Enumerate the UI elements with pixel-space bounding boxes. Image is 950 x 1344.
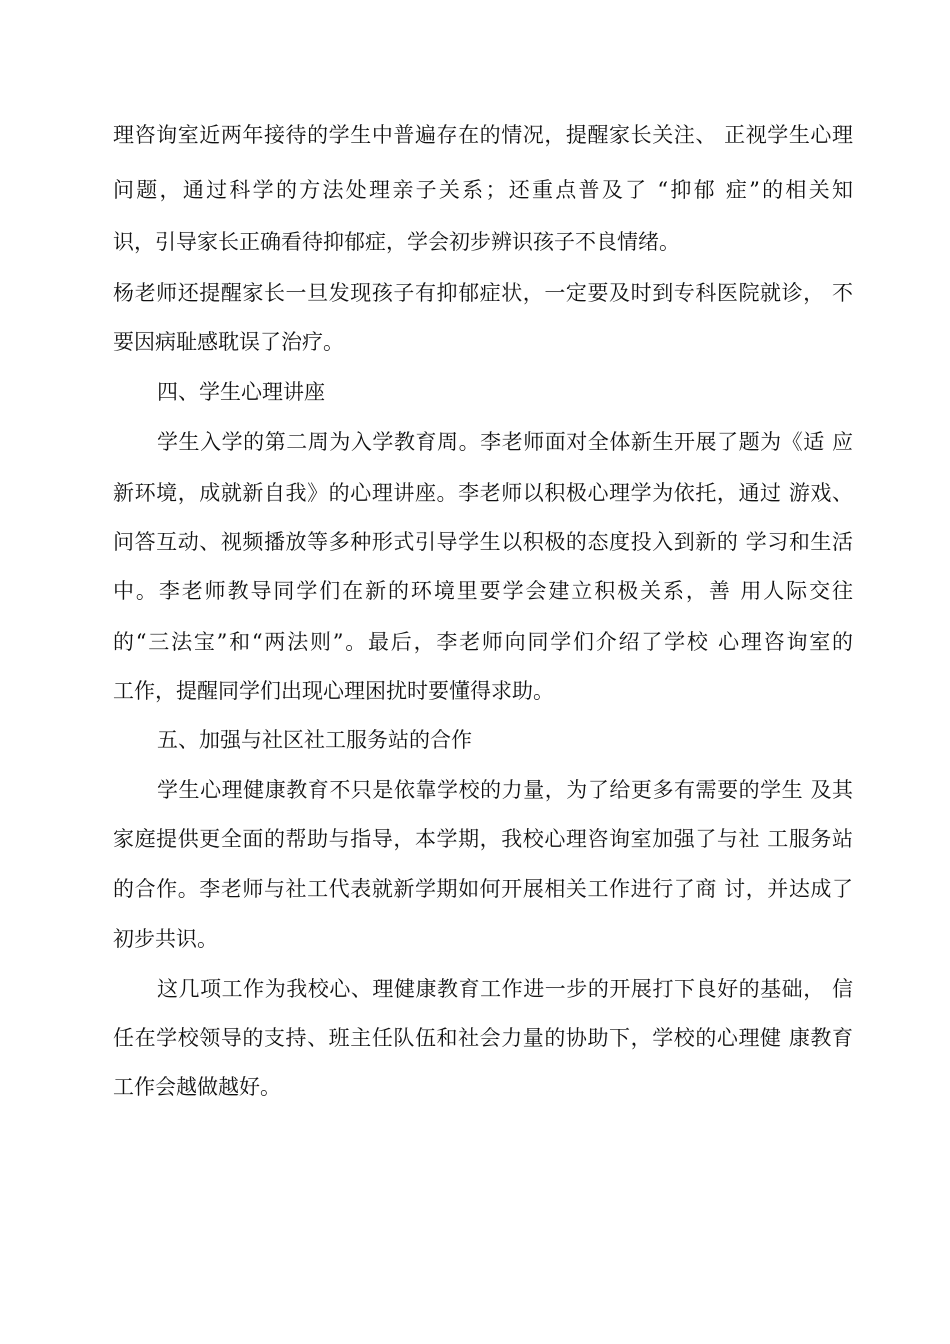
text-line: 识，引导家长正确看待抑郁症，学会初步辨识孩子不良情绪。 [113, 230, 680, 254]
text-line: 杨老师还提醒家长一旦发现孩子有抑郁症状，一定要及时到专科医院就诊， 不 [113, 281, 853, 305]
text-line: 工作会越做越好。 [113, 1075, 281, 1099]
text-line: 理咨询室近两年接待的学生中普遍存在的情况，提醒家长关注、 正视学生心理 [113, 123, 853, 147]
text-line: 中。李老师教导同学们在新的环境里要学会建立积极关系，善 用人际交往 [113, 579, 853, 603]
text-line: 工作，提醒同学们出现心理困扰时要懂得求助。 [113, 679, 554, 703]
text-line: 要因病耻感耽误了治疗。 [113, 330, 344, 354]
text-line: 这几项工作为我校心、理健康教育工作进一步的开展打下良好的基础， 信 [157, 977, 853, 1001]
text-line: 问题，通过科学的方法处理亲子关系；还重点普及了 “抑郁 症”的相关知 [113, 178, 853, 202]
text-line: 的合作。李老师与社工代表就新学期如何开展相关工作进行了商 讨，并达成了 [113, 877, 853, 901]
text-line: 任在学校领导的支持、班主任队伍和社会力量的协助下，学校的心理健 康教育 [113, 1026, 853, 1050]
text-line: 新环境，成就新自我》的心理讲座。李老师以积极心理学为依托，通过 游戏、 [113, 481, 853, 505]
text-line: 学生心理健康教育不只是依靠学校的力量，为了给更多有需要的学生 及其 [157, 778, 853, 802]
section-heading: 五、加强与社区社工服务站的合作 [157, 728, 472, 752]
text-line: 初步共识。 [113, 927, 218, 951]
text-line: 问答互动、视频播放等多种形式引导学生以积极的态度投入到新的 学习和生活 [113, 530, 853, 554]
text-line: 的“三法宝”和“两法则”。最后，李老师向同学们介绍了学校 心理咨询室的 [113, 630, 853, 654]
section-heading: 四、学生心理讲座 [157, 380, 325, 404]
text-line: 学生入学的第二周为入学教育周。李老师面对全体新生开展了题为《适 应 [157, 430, 853, 454]
text-line: 家庭提供更全面的帮助与指导，本学期，我校心理咨询室加强了与社 工服务站 [113, 827, 853, 851]
